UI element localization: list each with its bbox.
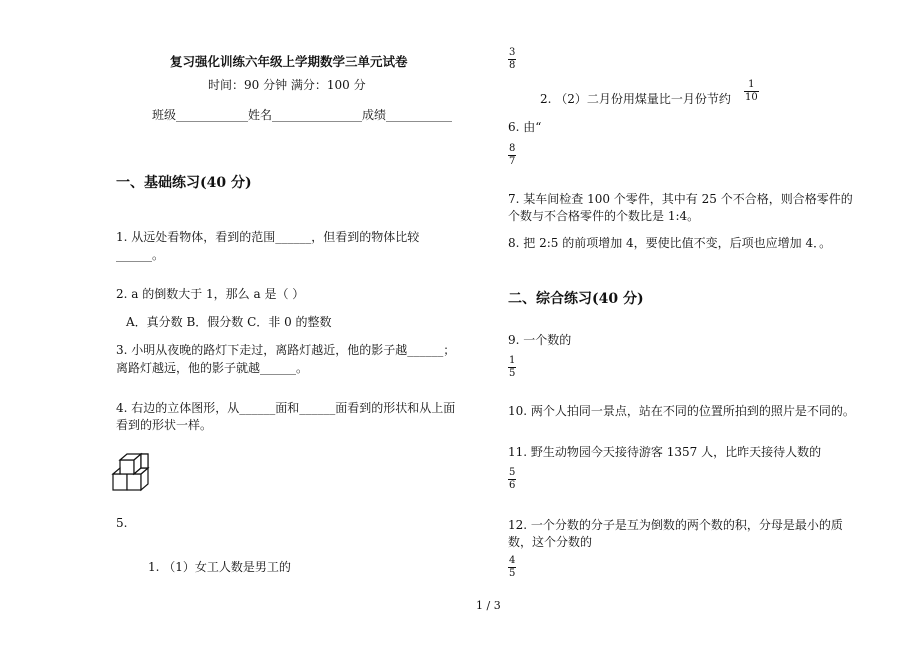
q5-sub2: 2. （2）二月份用煤量比一月份节约 — [540, 92, 731, 106]
q9: 9. 一个数的 — [508, 333, 572, 347]
fraction-numerator: 4 — [509, 555, 516, 566]
q7-line1: 7. 某车间检查 100 个零件，其中有 25 个不合格，则合格零件的 — [508, 192, 853, 206]
fraction-numerator: 1 — [509, 355, 516, 366]
q12-line2: 数，这个分数的 — [508, 535, 593, 549]
student-info: 班级____________姓名_______________成绩___________ — [152, 108, 453, 122]
fraction-5-6 — [508, 468, 516, 491]
fraction-numerator: 8 — [509, 143, 516, 154]
fraction-numerator: 1 — [748, 79, 755, 90]
page-title: 复习强化训练六年级上学期数学三单元试卷 — [170, 54, 408, 69]
fraction-1-10 — [744, 80, 759, 103]
section1-heading: 一、基础练习(40 分) — [116, 175, 252, 191]
fraction-denominator: 8 — [509, 60, 516, 71]
q11: 11. 野生动物园今天接待游客 1357 人，比昨天接待人数的 — [508, 445, 822, 459]
time-info: 时间：90 分钟 满分：100 分 — [208, 78, 366, 92]
q6: 6. 由“ — [508, 120, 542, 134]
q2: 2. a 的倒数大于 1，那么 a 是（ ） — [116, 287, 305, 301]
q8: 8. 把 2:5 的前项增加 4，要使比值不变，后项也应增加 4．。 — [508, 236, 832, 250]
q4-line1: 4. 右边的立体图形，从______面和______面看到的形状和从上面 — [116, 401, 456, 415]
fraction-denominator: 6 — [509, 480, 516, 491]
q3-line2: 离路灯越远，他的影子就越______。 — [116, 361, 309, 375]
fraction-denominator: 5 — [509, 568, 516, 579]
q7-line2: 个数与不合格零件的个数比是 1:4。 — [508, 209, 700, 223]
q2-options: A．真分数 B．假分数 C．非 0 的整数 — [126, 315, 332, 329]
q5: 5. — [116, 516, 128, 530]
q5-sub1: 1. （1）女工人数是男工的 — [148, 560, 291, 574]
q4-line2: 看到的形状一样。 — [116, 418, 213, 432]
fraction-4-5 — [508, 556, 516, 579]
q1-line2: ______。 — [116, 248, 165, 262]
fraction-8-7 — [508, 144, 516, 167]
fraction-denominator: 7 — [509, 156, 516, 167]
q10: 10. 两个人拍同一景点，站在不同的位置所拍到的照片是不同的。 — [508, 404, 855, 418]
fraction-1-5 — [508, 356, 516, 379]
cube-stack-figure — [110, 450, 154, 494]
section2-heading: 二、综合练习(40 分) — [508, 291, 644, 307]
fraction-numerator: 5 — [509, 467, 516, 478]
fraction-3-8 — [508, 48, 516, 71]
q3-line1: 3. 小明从夜晚的路灯下走过，离路灯越近，他的影子越______； — [116, 343, 456, 357]
page-number: 1 / 3 — [476, 599, 501, 612]
q12-line1: 12. 一个分数的分子是互为倒数的两个数的积，分母是最小的质 — [508, 518, 843, 532]
fraction-denominator: 5 — [509, 368, 516, 379]
fraction-numerator: 3 — [509, 47, 516, 58]
q1-line1: 1. 从远处看物体，看到的范围______，但看到的物体比较 — [116, 230, 420, 244]
fraction-denominator: 10 — [745, 92, 758, 103]
